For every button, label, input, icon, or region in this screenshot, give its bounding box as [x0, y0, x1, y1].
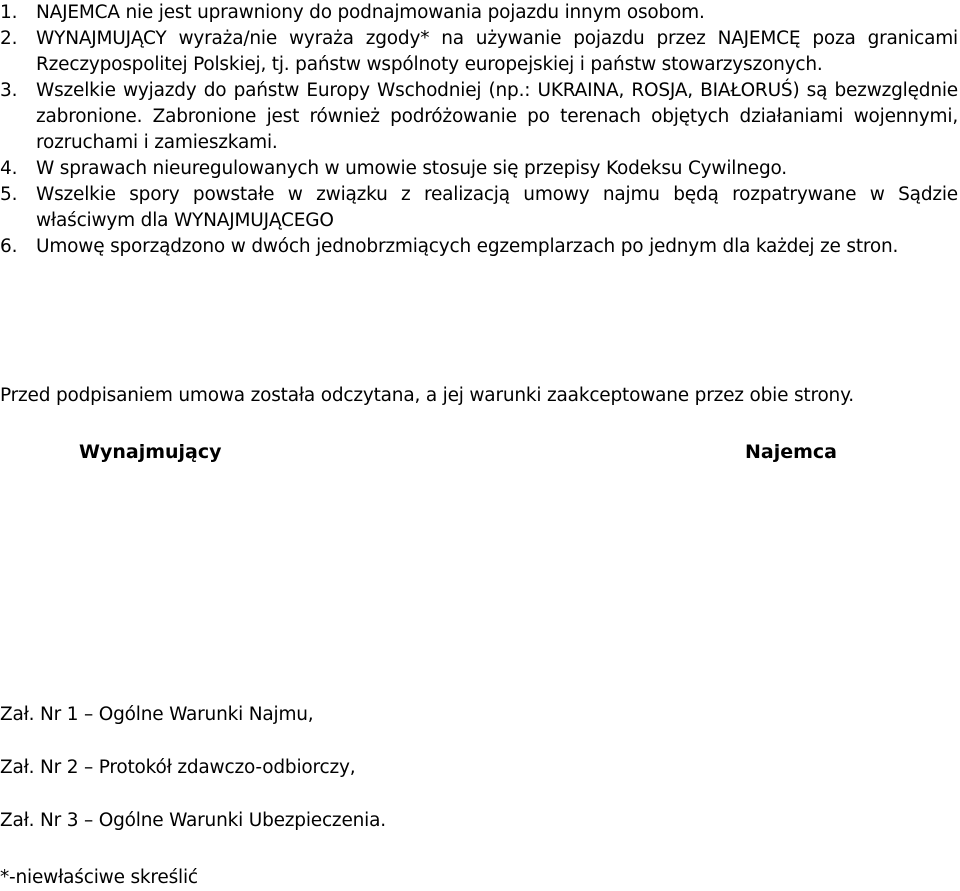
- clause-item: [0, 234, 960, 260]
- clause-list: [0, 0, 960, 260]
- clause-item: [0, 156, 960, 182]
- acceptance-statement: Przed podpisaniem umowa została odczytana, a jej warunki zaakceptowane przez obie strony.: [0, 385, 854, 406]
- attachment-item: Zał. Nr 2 – Protokół zdawczo-odbiorczy,: [0, 757, 356, 778]
- clause-text: W sprawach nieuregulowanych w umowie stosuje się przepisy Kodeksu Cywilnego.: [36, 158, 787, 179]
- clause-item: [0, 182, 960, 234]
- footnote: *-niewłaściwe skreślić: [0, 867, 198, 888]
- clause-text: Umowę sporządzono w dwóch jednobrzmiących egzemplarzach po jednym dla każdej ze stron.: [36, 236, 899, 257]
- clause-text: NAJEMCA nie jest uprawniony do podnajmowania pojazdu innym osobom.: [36, 2, 705, 23]
- attachment-item: Zał. Nr 1 – Ogólne Warunki Najmu,: [0, 704, 314, 725]
- clause-text: WYNAJMUJĄCY wyraża/nie wyraża zgody* na używanie pojazdu przez NAJEMCĘ poza granicami Rzeczypospolitej Polskiej, tj. państw wspólnoty europejskiej i państw stowarzyszonych.: [36, 28, 958, 75]
- clause-item: [0, 78, 960, 156]
- clause-number: 1.: [0, 2, 18, 23]
- clause-number: 5.: [0, 184, 18, 205]
- signature-label-tenant: Najemca: [745, 441, 838, 463]
- clause-number: 3.: [0, 80, 18, 101]
- clause-number: 4.: [0, 158, 18, 179]
- clause-text: Wszelkie spory powstałe w związku z realizacją umowy najmu będą rozpatrywane w Sądzie właściwym dla WYNAJMUJĄCEGO: [36, 184, 958, 231]
- clause-item: [0, 26, 960, 78]
- signature-label-landlord: Wynajmujący: [79, 441, 222, 463]
- clause-number: 2.: [0, 28, 18, 49]
- clause-item: [0, 0, 960, 26]
- clause-number: 6.: [0, 236, 18, 257]
- attachment-item: Zał. Nr 3 – Ogólne Warunki Ubezpieczenia.: [0, 810, 386, 831]
- clause-text: Wszelkie wyjazdy do państw Europy Wschodniej (np.: UKRAINA, ROSJA, BIAŁORUŚ) są bezwzględnie zabronione. Zabronione jest również podróżowanie po terenach objętych działaniami wojennymi, rozruchami i zamieszkami.: [36, 80, 958, 153]
- attachment-list: [0, 702, 386, 861]
